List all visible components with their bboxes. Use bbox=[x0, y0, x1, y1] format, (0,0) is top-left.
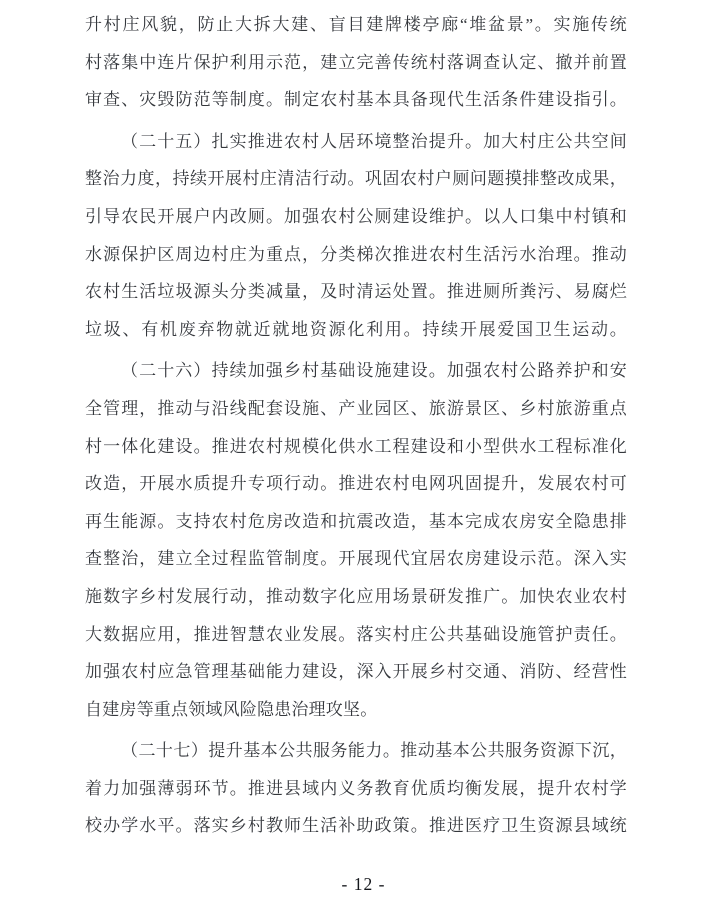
text-line: 村一体化建设。推进农村规模化供水工程建设和小型供水工程标准化 bbox=[85, 436, 627, 456]
text-line: （二十七）提升基本公共服务能力。推动基本公共服务资源下沉， bbox=[121, 741, 627, 761]
paragraph bbox=[85, 123, 627, 349]
text-line: 施数字乡村发展行动，推动数字化应用场景研发推广。加快农业农村 bbox=[85, 586, 627, 606]
text-line: 大数据应用，推进智慧农业发展。落实村庄公共基础设施管护责任。 bbox=[85, 624, 627, 644]
text-line: （二十五）扎实推进农村人居环境整治提升。加大村庄公共空间 bbox=[121, 131, 627, 151]
text-line: 校办学水平。落实乡村教师生活补助政策。推进医疗卫生资源县域统 bbox=[85, 816, 627, 836]
text-line: 自建房等重点领域风险隐患治理攻坚。 bbox=[85, 699, 378, 719]
paragraph bbox=[85, 732, 627, 845]
text-line: 着力加强薄弱环节。推进县域内义务教育优质均衡发展，提升农村学 bbox=[85, 778, 627, 798]
text-line: 引导农民开展户内改厕。加强农村公厕建设维护。以人口集中村镇和 bbox=[85, 206, 627, 226]
paragraph bbox=[85, 352, 627, 728]
text-line: 全管理，推动与沿线配套设施、产业园区、旅游景区、乡村旅游重点 bbox=[85, 398, 627, 418]
page-number: - 12 - bbox=[341, 874, 386, 894]
text-line: （二十六）持续加强乡村基础设施建设。加强农村公路养护和安 bbox=[121, 361, 627, 381]
text-line: 整治力度，持续开展村庄清洁行动。巩固农村户厕问题摸排整改成果， bbox=[85, 169, 627, 189]
text-line: 再生能源。支持农村危房改造和抗震改造，基本完成农房安全隐患排 bbox=[85, 511, 627, 531]
text-line: 垃圾、有机废弃物就近就地资源化利用。持续开展爱国卫生运动。 bbox=[85, 319, 627, 339]
text-line: 水源保护区周边村庄为重点，分类梯次推进农村生活污水治理。推动 bbox=[85, 244, 627, 264]
document-body bbox=[85, 6, 627, 845]
text-line: 农村生活垃圾源头分类减量，及时清运处置。推进厕所粪污、易腐烂 bbox=[85, 282, 627, 302]
paragraph bbox=[85, 6, 627, 119]
text-line: 改造，开展水质提升专项行动。推进农村电网巩固提升，发展农村可 bbox=[85, 474, 627, 494]
text-line: 升村庄风貌，防止大拆大建、盲目建牌楼亭廊“堆盆景”。实施传统 bbox=[85, 15, 627, 34]
text-line: 加强农村应急管理基础能力建设，深入开展乡村交通、消防、经营性 bbox=[85, 662, 627, 682]
text-line: 村落集中连片保护利用示范，建立完善传统村落调查认定、撤并前置 bbox=[85, 52, 627, 72]
text-line: 审查、灾毁防范等制度。制定农村基本具备现代生活条件建设指引。 bbox=[85, 90, 627, 110]
text-line: 查整治，建立全过程监管制度。开展现代宜居农房建设示范。深入实 bbox=[85, 549, 627, 569]
